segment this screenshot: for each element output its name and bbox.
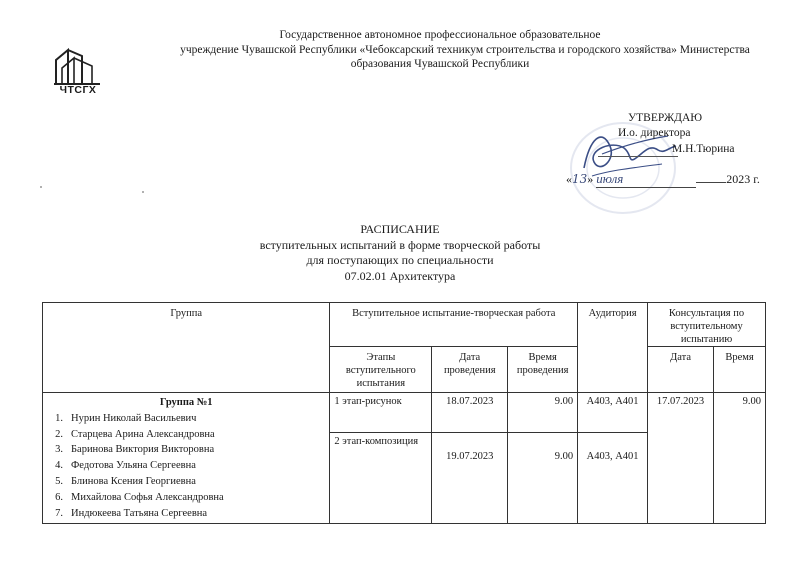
stage-1-time: 9.00	[508, 393, 578, 433]
list-item	[47, 506, 325, 522]
header-exam: Вступительное испытание-творческая работа	[330, 303, 578, 347]
list-item	[47, 490, 325, 506]
header-auditorium: Аудитория	[578, 303, 648, 347]
title-line-2: вступительных испытаний в форме творческой работы	[259, 237, 541, 252]
table-row	[43, 393, 766, 433]
header-row-2	[43, 347, 766, 393]
date-open-quote: «	[566, 172, 572, 186]
student-number: 4.	[55, 460, 63, 472]
student-name: Михайлова Софья Александровна	[71, 491, 224, 503]
stage-2-auditorium: А403, А401	[578, 433, 648, 524]
group-cell	[43, 393, 330, 524]
institution-logo	[52, 44, 104, 100]
student-number: 5.	[55, 475, 63, 487]
header-exam-date: Дата проведения	[432, 347, 508, 393]
stage-2-date: 19.07.2023	[432, 433, 508, 524]
approval-date	[566, 171, 760, 188]
approval-heading: УТВЕРЖДАЮ	[628, 112, 703, 124]
student-list	[47, 411, 325, 522]
title-line-4: 07.02.01 Архитектура	[344, 268, 456, 283]
consultation-time: 9.00	[714, 393, 766, 524]
header-cons-date: Дата	[648, 347, 714, 393]
group-title: Группа №1	[159, 397, 213, 408]
list-item	[47, 427, 325, 443]
stage-1: 1 этап-рисунок	[330, 393, 432, 433]
title-line-1: РАСПИСАНИЕ	[360, 222, 440, 236]
header-auditorium-cont	[578, 347, 648, 393]
document-title	[200, 222, 600, 284]
schedule-table	[42, 302, 766, 524]
date-day: 13	[572, 172, 588, 186]
consultation-date: 17.07.2023	[648, 393, 714, 524]
student-number: 1.	[55, 412, 63, 424]
org-line-3: образования Чувашской Республики	[350, 58, 530, 70]
org-line-2: учреждение Чувашской Республики «Чебоксарский техникум строительства и городского хозяйства» Министерства	[180, 43, 750, 56]
date-close-quote: »	[587, 172, 594, 186]
scan-speck	[142, 191, 144, 193]
student-name: Баринова Виктория Викторовна	[71, 444, 215, 456]
approval-name: М.Н.Тюрина	[672, 143, 735, 155]
student-name: Блинова Ксения Георгиевна	[71, 475, 196, 487]
signature-line	[598, 156, 678, 157]
stage-1-auditorium: А403, А401	[578, 393, 648, 433]
approval-position: И.о. директора	[618, 127, 691, 139]
header-exam-time: Время проведения	[508, 347, 578, 393]
date-year: 2023 г.	[726, 172, 760, 186]
title-line-3: для поступающих по специальности	[306, 253, 494, 267]
stage-2: 2 этап-композиция	[330, 433, 432, 524]
stage-1-date: 18.07.2023	[432, 393, 508, 433]
scan-speck	[40, 186, 42, 188]
list-item	[47, 474, 325, 490]
student-number: 3.	[55, 444, 63, 456]
student-number: 2.	[55, 428, 63, 440]
student-name: Индюкеева Татьяна Сергеевна	[71, 507, 208, 519]
header-group: Группа	[43, 303, 330, 347]
student-number: 6.	[55, 491, 63, 503]
header-consultation: Консультация по вступительному испытанию	[648, 303, 766, 347]
list-item	[47, 442, 325, 458]
student-number: 7.	[55, 507, 63, 519]
logo-text: ЧТСГХ	[59, 84, 97, 96]
header-cons-time: Время	[714, 347, 766, 393]
date-underline	[696, 182, 726, 183]
org-line-1: Государственное автономное профессиональное образовательное	[279, 29, 601, 41]
stage-2-time: 9.00	[508, 433, 578, 524]
student-name: Федотова Ульяна Сергеевна	[71, 460, 196, 472]
list-item	[47, 458, 325, 474]
date-month: июля	[596, 171, 696, 188]
organization-header	[140, 28, 780, 72]
header-group-cont	[43, 347, 330, 393]
student-name: Старцева Арина Александровна	[71, 428, 215, 440]
student-name: Нурин Николай Васильевич	[71, 412, 197, 424]
list-item	[47, 411, 325, 427]
header-stages: Этапы вступительного испытания	[330, 347, 432, 393]
header-row-1	[43, 303, 766, 347]
